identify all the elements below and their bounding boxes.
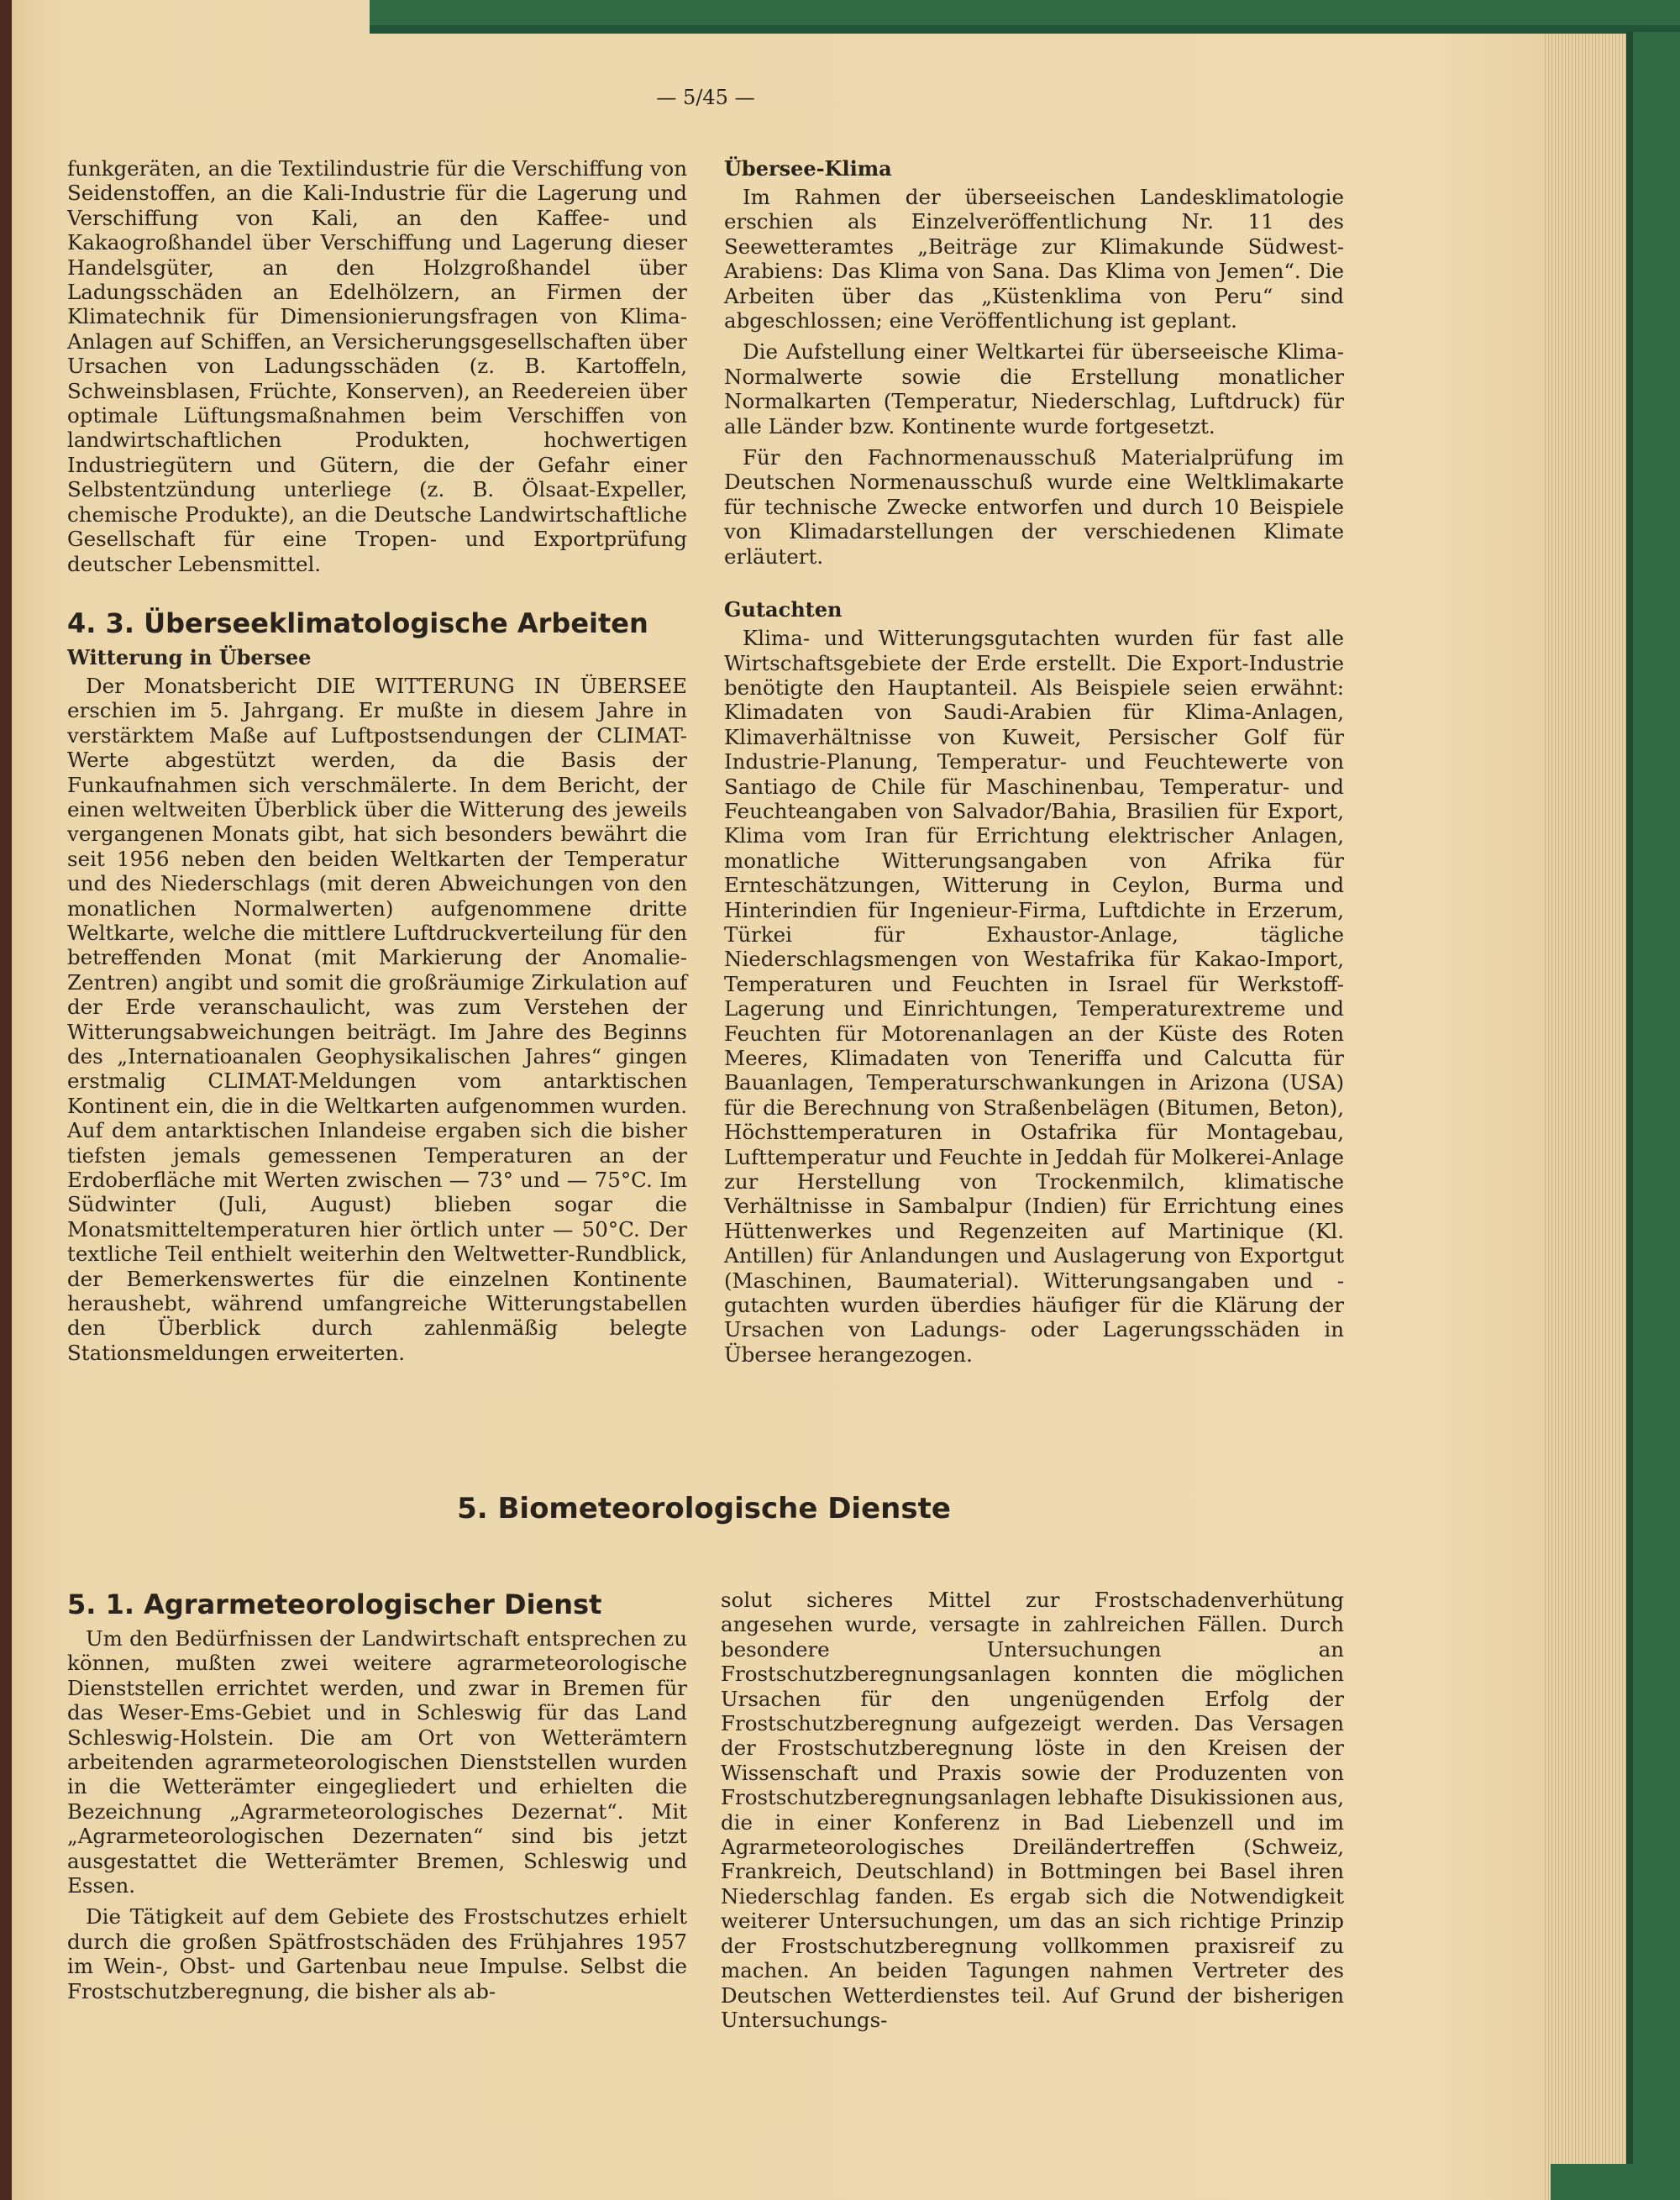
paragraph: funkgeräten, an die Textilindustrie für die Verschiffung von Seidenstoffen, an die Kali-Industrie für die Lagerung und Verschiffung von Kali, an den Kaffee- und Kakaogroßhandel über Verschiffung und Lagerung dieser Handelsgüter, an den Holzgroßhandel über Ladungsschäden an Edelhölzern, an Firmen der Klimatechnik für Dimensionierungsfragen von Klima-Anlagen auf Schiffen, an Versicherungsgesellschaften über Ursachen von Ladungsschäden (z. B. Kartoffeln, Schweinsblasen, Früchte, Konserven), an Reedereien über optimale Lüftungsmaßnahmen beim Verschiffen von landwirtschaftlichen Produkten, hochwertigen Industriegütern und Gütern, die der Gefahr einer Selbstentzündung unterliege (z. B. Ölsaat-Expeller, chemische Produkte), an die Deutsche Landwirtschaftliche Gesellschaft für eine Tropen- und Exportprüfung deutscher Lebensmittel. xyxy=(67,156,687,576)
section-title-5: 5. Biometeorologische Dienste xyxy=(457,1492,951,1525)
paragraph: solut sicheres Mittel zur Frostschadenverhütung angesehen wurde, versagte in zahlreichen Fällen. Durch besondere Untersuchungen an Frostschutzberegnungsanlagen konnten die möglichen Ursachen für den ungenügenden Erfolg der Frostschutzberegnung aufgezeigt werden. Das Versagen der Frostschutzberegnung löste in den Kreisen der Wissenschaft und Praxis sowie der Produzenten von Frostschutzberegnungsanlagen lebhafte Disukissionen aus, die in einer Konferenz in Bad Liebenzell und im Agrarmeteorologisches Dreiländertreffen (Schweiz, Frankreich, Deutschland) in Bottmingen bei Basel ihren Niederschlag fanden. Es ergab sich die Notwendigkeit weiterer Untersuchungen, um das an sich richtige Prinzip der Frostschutzberegnung vollkommen praxisreif zu machen. An beiden Tagungen nahmen Vertreter des Deutschen Wetterdienstes teil. Auf Grund der bisherigen Untersuchungs- xyxy=(721,1588,1344,2032)
paragraph: Die Aufstellung einer Weltkartei für überseeische Klima-Normalwerte sowie die Erstellung monatlicher Normalkarten (Temperatur, Niederschlag, Luftdruck) für alle Länder bzw. Kontinente wurde fortgesetzt. xyxy=(724,339,1344,438)
column-left-top xyxy=(67,156,687,1365)
book-cover-right-shade xyxy=(1626,32,1633,2200)
column-right-top xyxy=(724,156,1344,1367)
paragraph: Die Tätigkeit auf dem Gebiete des Frostschutzes erhielt durch die großen Spätfrostschäden des Frühjahres 1957 im Wein-, Obst- und Gartenbau neue Impulse. Selbst die Frostschutzberegnung, die bisher als ab- xyxy=(67,1904,687,2003)
book-cover-bottom xyxy=(1551,2164,1680,2200)
paragraph: Klima- und Witterungsgutachten wurden für fast alle Wirtschaftsgebiete der Erde erstellt. Die Export-Industrie benötigte den Hauptanteil. Als Beispiele seien erwähnt: Klimadaten von Saudi-Arabien für Klima-Anlagen, Klimaverhältnisse von Kuweit, Persischer Golf für Industrie-Planung, Temperatur- und Feuchtewerte von Santiago de Chile für Maschinenbau, Temperatur- und Feuchteangaben von Salvador/Bahia, Brasilien für Export, Klima vom Iran für Errichtung elektrischer Anlagen, monatliche Witterungsangaben von Afrika für Ernteschätzungen, Witterung in Ceylon, Burma und Hinterindien für Ingenieur-Firma, Luftdichte in Erzerum, Türkei für Exhaustor-Anlage, tägliche Niederschlagsmengen von Westafrika für Kakao-Import, Temperaturen und Feuchten in Israel für Werkstoff-Lagerung und Einrichtungen, Temperaturextreme und Feuchten für Motorenanlagen an der Küste des Roten Meeres, Klimadaten von Teneriffa und Calcutta für Bauanlagen, Temperaturschwankungen in Arizona (USA) für die Berechnung von Straßenbelägen (Bitumen, Beton), Höchsttemperaturen in Ostafrika für Montagebau, Lufttemperatur und Feuchte in Jeddah für Molkerei-Anlage zur Herstellung von Trockenmilch, klimatische Verhältnisse in Sambalpur (Indien) für Errichtung eines Hüttenwerkes und Regenzeiten auf Martinique (Kl. Antillen) für Anlandungen und Auslagerung von Exportgut (Maschinen, Baumaterial). Witterungsangaben und -gutachten wurden überdies häufiger für die Klärung der Ursachen von Ladungs- oder Lagerungsschäden in Übersee herangezogen. xyxy=(724,626,1344,1367)
column-right-bottom xyxy=(721,1588,1344,2032)
section-heading-5-1: 5. 1. Agrarmeteorologischer Dienst xyxy=(67,1588,602,1620)
book-cover-right xyxy=(1626,32,1680,2200)
section-heading-4-3: 4. 3. Überseeklimatologische Arbeiten xyxy=(67,606,648,639)
paragraph: Der Monatsbericht DIE WITTERUNG IN ÜBERSEE erschien im 5. Jahrgang. Er mußte in diesem Jahre in verstärktem Maße auf Luftpostsendungen der CLIMAT-Werte abgestützt werden, da die Basis der Funkaufnahmen sich verschmälerte. In dem Bericht, der einen weltweiten Überblick über die Witterung des jeweils vergangenen Monats gibt, hat sich besonders bewährt die seit 1956 neben den beiden Weltkarten der Temperatur und des Niederschlags (mit deren Abweichungen von den monatlichen Normalwerten) aufgenommene dritte Weltkarte, welche die mittlere Luftdruckverteilung für den betreffenden Monat (mit Markierung der Anomalie-Zentren) angibt und somit die großräumige Zirkulation auf der Erde veranschaulicht, was zum Verstehen der Witterungsabweichungen beiträgt. Im Jahre des Beginns des „Internatioanalen Geophysikalischen Jahres“ gingen erstmalig CLIMAT-Meldungen vom antarktischen Kontinent ein, die in die Weltkarten aufgenommen wurden. Auf dem antarktischen Inlandeise ergaben sich die bisher tiefsten jemals gemessenen Temperaturen an der Erdoberfläche mit Werten zwischen — 73° und — 75°C. Im Südwinter (Juli, August) blieben sogar die Monatsmitteltemperaturen hier örtlich unter — 50°C. Der textliche Teil enthielt weiterhin den Weltwetter-Rundblick, der Bemerkenswertes für die einzelnen Kontinente heraushebt, während umfangreiche Witterungstabellen den Überblick durch zahlenmäßig belegte Stationsmeldungen erweiterten. xyxy=(67,673,687,1365)
page-number: — 5/45 — xyxy=(656,86,755,109)
subheading-witterung: Witterung in Übersee xyxy=(67,644,312,669)
paragraph: Für den Fachnormenausschuß Materialprüfung im Deutschen Normenausschuß wurde eine Weltklimakarte für technische Zwecke entworfen und durch 10 Beispiele von Klimadarstellungen der verschiedenen Klimate erläutert. xyxy=(724,445,1344,569)
column-left-bottom xyxy=(67,1588,687,2003)
subheading-uebersee-klima: Übersee-Klima xyxy=(724,156,892,181)
paragraph: Im Rahmen der überseeischen Landesklimatologie erschien als Einzelveröffentlichung Nr. 11 des Seewetteramtes „Beiträge zur Klimakunde Südwest-Arabiens: Das Klima von Sana. Das Klima von Jemen“. Die Arbeiten über das „Küstenklima von Peru“ sind abgeschlossen; eine Veröffentlichung ist geplant. xyxy=(724,185,1344,333)
paragraph: Um den Bedürfnissen der Landwirtschaft entsprechen zu können, mußten zwei weitere agrarmeteorologische Dienststellen errichtet werden, und zwar in Bremen für das Weser-Ems-Gebiet und in Schleswig für das Land Schleswig-Holstein. Die am Ort von Wetterämtern arbeitenden agrarmeteorologischen Dienststellen wurden in die Wetterämter eingegliedert und erhielten die Bezeichnung „Agrarmeteorologisches Dezernat“. Mit „Agrarmeteorologischen Dezernaten“ sind bis jetzt ausgestattet die Wetterämter Bremen, Schleswig und Essen. xyxy=(67,1626,687,1898)
page-block-edges xyxy=(1542,32,1635,2200)
subheading-gutachten: Gutachten xyxy=(724,597,843,622)
book-cover-top-shade xyxy=(370,25,1680,34)
